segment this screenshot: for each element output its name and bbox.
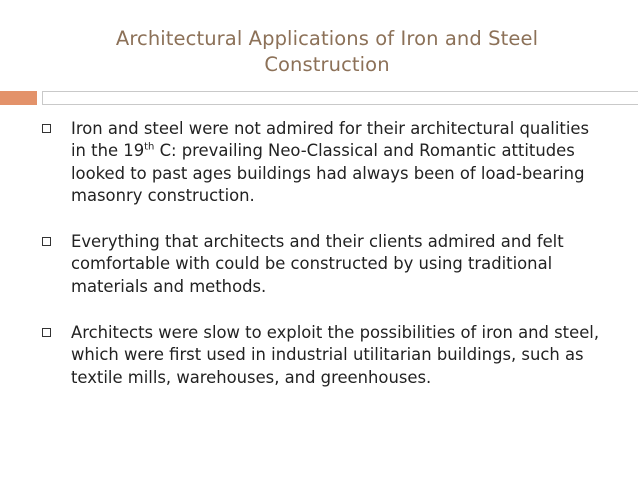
square-bullet-icon <box>42 124 51 133</box>
bullet-text: Everything that architects and their clients admired and felt comfortable with could be constructed by using traditional materials and methods. <box>71 232 564 296</box>
square-bullet-icon <box>42 328 51 337</box>
square-bullet-icon <box>42 237 51 246</box>
bullet-superscript: th <box>144 141 155 153</box>
title-accent-bar <box>0 91 37 105</box>
bullet-text: Architects were slow to exploit the possibilities of iron and steel, which were first used in industrial utilitarian buildings, such as textile mills, warehouses, and greenhouses. <box>71 323 600 387</box>
bullet-item <box>40 322 600 389</box>
bullet-text-part: Iron and steel were not admired for their architectural qualities in the 19 <box>71 119 590 161</box>
bullet-text-part: C: prevailing Neo-Classical and Romantic attitudes looked to past ages buildings had always been of load-bearing masonry construction. <box>71 141 585 205</box>
bullet-item <box>40 231 600 298</box>
title-divider <box>42 91 638 105</box>
bullet-item <box>40 118 600 207</box>
bullet-list <box>40 118 600 413</box>
slide-title: Architectural Applications of Iron and Steel Construction <box>115 27 539 76</box>
